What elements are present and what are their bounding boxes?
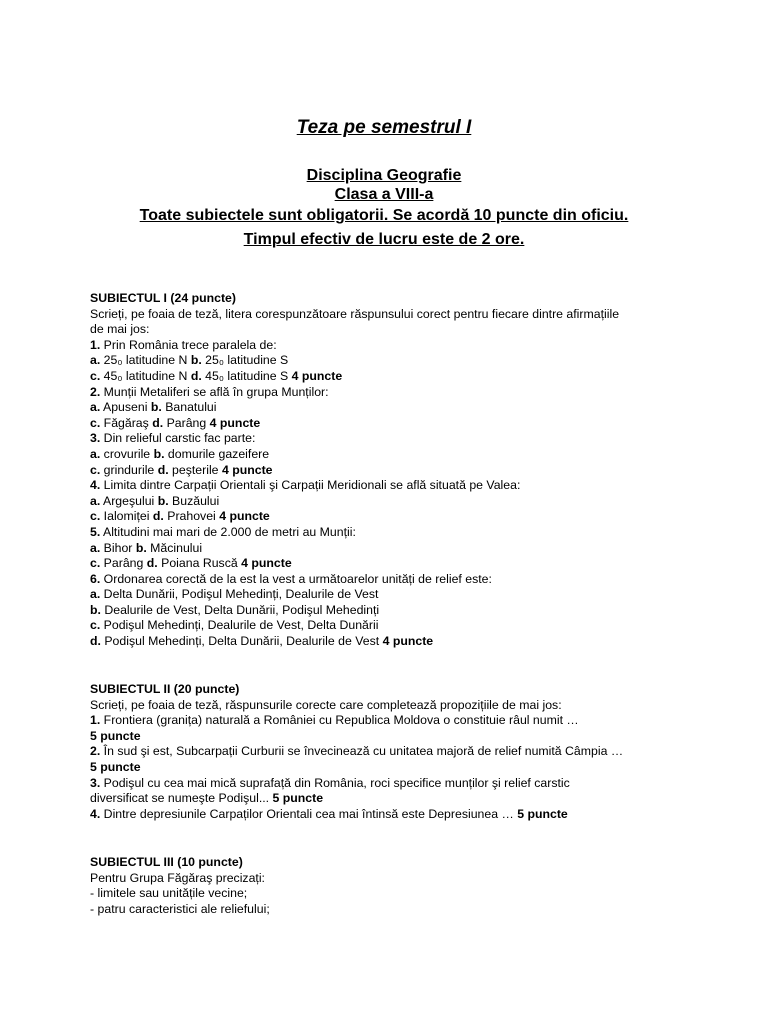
subject-3-heading: SUBIECTUL III (10 puncte)	[90, 855, 243, 869]
question: 3. Din relieful carstic fac parte:	[90, 431, 256, 446]
answer-options: a. crovurile b. domurile gazeifere	[90, 446, 270, 461]
points: 4 puncte	[209, 415, 261, 430]
answer-option: c. Podişul Mehedinți, Dealurile de Vest, Delta Dunării	[90, 618, 379, 633]
question-cont: diversificat se numeşte Podişul... 5 puncte	[90, 791, 324, 806]
points: 5 puncte	[272, 791, 324, 806]
subject-2-intro: Scrieți, pe foaia de teză, răspunsurile corecte care completează propozițiile de mai jos:	[90, 697, 562, 712]
question: 2. Munții Metaliferi se află în grupa Munților:	[90, 384, 329, 399]
points: 5 puncte	[90, 759, 141, 774]
answer-options: a. 25₀ latitudine N b. 25₀ latitudine S	[90, 353, 289, 368]
points: 4 puncte	[291, 368, 343, 383]
document-title: Teza pe semestrul I	[296, 117, 472, 138]
points: 5 puncte	[517, 806, 568, 821]
subject-1-heading: SUBIECTUL I (24 puncte)	[90, 291, 236, 305]
answer-options: c. 45₀ latitudine N d. 45₀ latitudine S 4 puncte	[90, 368, 343, 383]
points: 5 puncte	[90, 728, 141, 743]
subject-3-intro: Pentru Grupa Făgăraş precizați:	[90, 870, 265, 885]
instructions-heading: Toate subiectele sunt obligatorii. Se acordă 10 puncte din oficiu.	[139, 207, 629, 224]
subject-2-heading: SUBIECTUL II (20 puncte)	[90, 682, 240, 696]
answer-options: a. Apuseni b. Banatului	[90, 400, 217, 415]
list-item: - patru caracteristici ale reliefului;	[90, 901, 270, 916]
subject-1-intro-cont: de mai jos:	[90, 322, 150, 337]
question: 5. Altitudini mai mari de 2.000 de metri au Munții:	[90, 524, 356, 539]
class-heading: Clasa a VIII-a	[334, 186, 434, 203]
discipline-heading: Disciplina Geografie	[306, 167, 462, 184]
subject-1-intro: Scrieți, pe foaia de teză, litera corespunzătoare răspunsului corect pentru fiecare dintre afirmațiile	[90, 306, 620, 321]
answer-options: c. Parâng d. Poiana Ruscă 4 puncte	[90, 556, 292, 571]
subject-1	[90, 291, 690, 650]
points: 4 puncte	[382, 634, 434, 649]
list-item: - limitele sau unitățile vecine;	[90, 886, 248, 901]
subject-2	[90, 682, 690, 822]
answer-options: c. Ialomiței d. Prahovei 4 puncte	[90, 509, 270, 524]
answer-option: b. Dealurile de Vest, Delta Dunării, Podişul Mehedinți	[90, 602, 380, 617]
points: 4 puncte	[219, 509, 270, 524]
question: 2. În sud şi est, Subcarpații Curburii se învecinează cu unitatea majoră de relief numită Câmpia …	[90, 744, 624, 759]
answer-options: a. Bihor b. Măcinului	[90, 540, 203, 555]
question: 6. Ordonarea corectă de la est la vest a următoarelor unități de relief este:	[90, 571, 492, 586]
question: 1. Prin România trece paralela de:	[90, 337, 277, 352]
answer-options: a. Argeşului b. Buzăului	[90, 493, 220, 508]
question: 4. Dintre depresiunile Carpaților Orientali cea mai întinsă este Depresiunea … 5 puncte	[90, 806, 568, 821]
subject-3	[90, 855, 690, 917]
time-heading: Timpul efectiv de lucru este de 2 ore.	[243, 231, 525, 248]
question: 1. Frontiera (granița) naturală a României cu Republica Moldova o constituie râul numit …	[90, 713, 579, 728]
answer-option: a. Delta Dunării, Podişul Mehedinți, Dealurile de Vest	[90, 587, 379, 602]
answer-option: d. Podişul Mehedinți, Delta Dunării, Dealurile de Vest 4 puncte	[90, 634, 434, 649]
points: 4 puncte	[221, 462, 273, 477]
answer-options: c. grindurile d. peşterile 4 puncte	[90, 462, 273, 477]
answer-options: c. Făgăraş d. Parâng 4 puncte	[90, 415, 261, 430]
points: 4 puncte	[241, 556, 292, 571]
question: 4. Limita dintre Carpații Orientali şi Carpații Meridionali se află situată pe Valea:	[90, 478, 521, 493]
question: 3. Podişul cu cea mai mică suprafață din România, roci specifice munților şi relief carstic	[90, 775, 570, 790]
